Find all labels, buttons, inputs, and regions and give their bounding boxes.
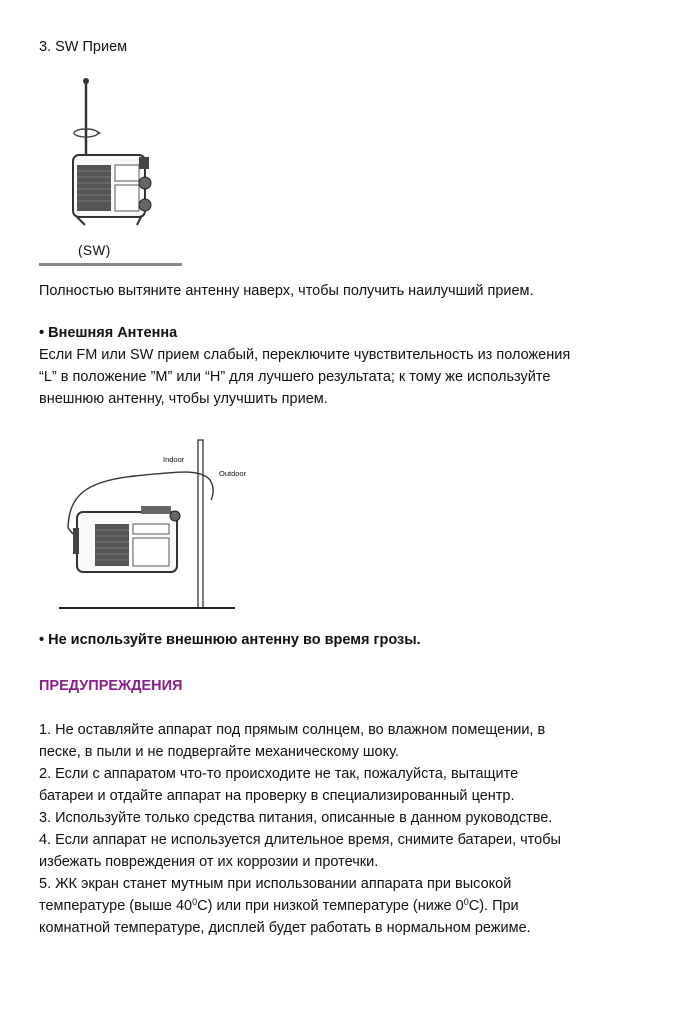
warning-line-last: комнатной температуре, дисплей будет работать в нормальном режиме. [39, 920, 531, 936]
external-antenna-illustration [55, 436, 255, 616]
sw-instruction: Полностью вытяните антенну наверх, чтобы получить наилучший прием. [39, 283, 534, 299]
warning-line-2: песке, в пыли и не подвергайте механическому шоку. [39, 744, 399, 760]
degree-superscript-1: 0 [192, 897, 198, 907]
figure-label-sw: (SW) [78, 243, 111, 258]
external-antenna-line-3: внешнюю антенну, чтобы улучшить прием. [39, 391, 328, 407]
storm-warning: • Не используйте внешнюю антенну во время грозы. [39, 632, 421, 648]
wall-pole [198, 440, 203, 608]
label-outdoor: Outdoor [219, 469, 247, 478]
warning-line-7: избежать повреждения от их коррозии и протечки. [39, 854, 379, 870]
sw-radio-illustration [55, 75, 165, 245]
external-antenna-heading: • Внешняя Антенна [39, 325, 178, 341]
warning-line-5: 3. Используйте только средства питания, описанные в данном руководстве. [39, 810, 553, 826]
temp-part-3: С). При [468, 898, 519, 914]
degree-superscript-2: 0 [463, 897, 469, 907]
warnings-heading: ПРЕДУПРЕЖДЕНИЯ [39, 678, 183, 694]
warning-line-3: 2. Если с аппаратом что-то происходите не так, пожалуйста, вытащите [39, 766, 519, 782]
warning-line-8: 5. ЖК экран станет мутным при использовании аппарата при высокой [39, 876, 512, 892]
warning-line-1: 1. Не оставляйте аппарат под прямым солнцем, во влажном помещении, в [39, 722, 546, 738]
label-indoor: Indoor [163, 455, 185, 464]
section-title-sw: 3. SW Прием [39, 39, 128, 55]
external-antenna-line-2: “L” в положение ”M” или “H” для лучшего результата; к тому же используйте [39, 369, 551, 385]
figure-underline [39, 263, 182, 266]
warning-line-temperature [39, 895, 519, 917]
warning-line-4: батареи и отдайте аппарат на проверку в специализированный центр. [39, 788, 515, 804]
temp-part-2: С) или при низкой температуре (ниже 0 [197, 898, 464, 914]
temp-part-1: температуре (выше 40 [39, 898, 193, 914]
warning-line-6: 4. Если аппарат не используется длительное время, снимите батареи, чтобы [39, 832, 561, 848]
external-antenna-line-1: Если FM или SW прием слабый, переключите чувствительность из положения [39, 347, 571, 363]
